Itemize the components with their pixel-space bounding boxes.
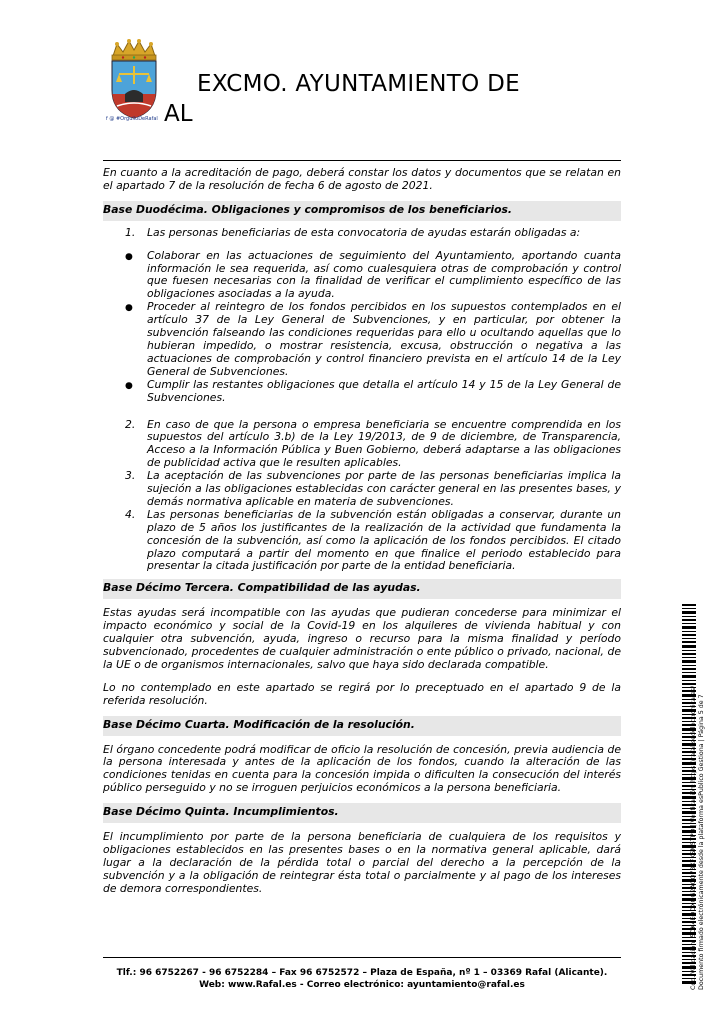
- bullet-icon: ●: [125, 303, 133, 314]
- bullet-icon: ●: [125, 251, 133, 262]
- bullet-icon: ●: [125, 380, 133, 391]
- footer: [103, 968, 621, 991]
- social-caption: f @ #OrgulloDeRafal: [106, 116, 158, 122]
- intro-paragraph: En cuanto a la acreditación de pago, deberá constar los datos y documentos que se relatan en el apartado 7 de la resolución de fecha 6 de agosto de 2021.: [103, 166, 621, 192]
- section-heading-base-12: Base Duodécima. Obligaciones y compromisos de los beneficiarios.: [103, 201, 621, 221]
- numbered-item: 1. Las personas beneficiarias de esta convocatoria de ayudas estarán obligadas a:: [125, 225, 581, 239]
- section-heading-base-14: Base Décimo Cuarta. Modificación de la resolución.: [103, 716, 621, 736]
- paragraph: El órgano concedente podrá modificar de oficio la resolución de concesión, previa audiencia de la persona interesada y antes de la aplicación de los fondos, cuando la alteración de las condiciones tenidas en cuenta para la concesión impida o dificulten la consecución del interés público perseguido y no se irroguen perjuicios económicos a la persona beneficiaria.: [103, 742, 621, 795]
- verification-code[interactable]: Cód. Validación: 5DK4EQDXQG2AGQ73XFKSM5TPD | Verificación: https://rafal.sedelectronica.es/: [690, 685, 697, 990]
- footer-contact: Tlf.: 96 6752267 - 96 6752284 – Fax 96 6752572 – Plaza de España, nº 1 – 03369 Rafal (Alicante).: [116, 968, 608, 978]
- section-heading-base-13: Base Décimo Tercera. Compatibilidad de las ayudas.: [103, 579, 621, 599]
- bullet-item: ● Proceder al reintegro de los fondos percibidos en los supuestos contemplados en el artículo 37 de la Ley General de Subvenciones, y en particular, por obtener la subvención falseando las condiciones requeridas para ello u ocultando aquellas que lo hubieran impedido, o mostrar resistencia, excusa, obstrucción o negativa a las actuaciones de comprobación y control financiero prevista en el artículo 14 de la Ley General de Subvenciones.: [125, 300, 621, 378]
- bullet-item: ● Colaborar en las actuaciones de seguimiento del Ayuntamiento, aportando cuanta información le sea requerida, así como cualesquiera otras de comprobación y control que fuesen necesarias con la finalidad de verificar el cumplimiento específico de las obligaciones asociadas a la ayuda.: [125, 248, 621, 301]
- numbered-item: 3. La aceptación de las subvenciones por parte de las personas beneficiarias implica la sujeción a las obligaciones establecidas con carácter general en las presentes bases, y demás normativa aplicable en materia de subvenciones.: [125, 469, 621, 508]
- bullet-item: ● Cumplir las restantes obligaciones que detalla el artículo 14 y 15 de la Ley General de Subvenciones.: [125, 377, 621, 404]
- paragraph: Estas ayudas será incompatible con las ayudas que pudieran concederse para minimizar el impacto económico y social de la Covid-19 en los alquileres de vivienda habitual y con cualquier otra subvención, ayuda, ingreso o recurso para la misma finalidad y período subvencionado, procedentes de cualquier administración o ente público o privado, nacional, de la UE o de organismos internacionales, salvo que haya sido declarada compatible.: [103, 606, 621, 671]
- footer-divider: [103, 957, 621, 958]
- verification-text: [690, 600, 706, 990]
- signature-note: Documento firmado electrónicamente desde la plataforma esPublico Gestiona | Página 5 de 7: [698, 694, 705, 990]
- header-title: EXCMO. AYUNTAMIENTO DE: [197, 71, 521, 97]
- footer-web: Web: www.Rafal.es - Correo electrónico: ayuntamiento@rafal.es: [199, 979, 525, 990]
- document-body: [103, 167, 621, 896]
- numbered-item: 2. En caso de que la persona o empresa beneficiaria se encuentre comprendida en los supuestos del artículo 3.b) de la Ley 19/2013, de 9 de diciembre, de Transparencia, Acceso a la Información Pública y Buen Gobierno, deberá adaptarse a las obligaciones de publicidad activa que le resulten aplicables.: [125, 417, 621, 470]
- header-divider: [103, 160, 621, 161]
- numbered-item: 4. Las personas beneficiarias de la subvención están obligadas a conservar, durante un plazo de 5 años los justificantes de la realización de la actividad que fundamenta la concesión de la subvención, así como la aplicación de los fondos percibidos. El citado plazo computará a partir del momento en que finalice el periodo establecido para presentar la citada justificación por parte de la entidad beneficiaria.: [125, 507, 621, 573]
- header-title-continuation: AL: [164, 101, 193, 127]
- paragraph: Lo no contemplado en este apartado se regirá por lo preceptuado en el apartado 9 de la referida resolución.: [103, 680, 621, 707]
- section-heading-base-15: Base Décimo Quinta. Incumplimientos.: [103, 803, 621, 823]
- paragraph: El incumplimiento por parte de la persona beneficiaria de cualquiera de los requisitos y obligaciones establecidos en las presentes bases o en la normativa general aplicable, dará lugar a la declaración de la pérdida total o parcial del derecho a la percepción de la subvención y a la obligación de reintegrar ésta total o parcialmente y al pago de los intereses de demora correspondientes.: [103, 830, 621, 895]
- coat-of-arms-icon: [103, 38, 165, 122]
